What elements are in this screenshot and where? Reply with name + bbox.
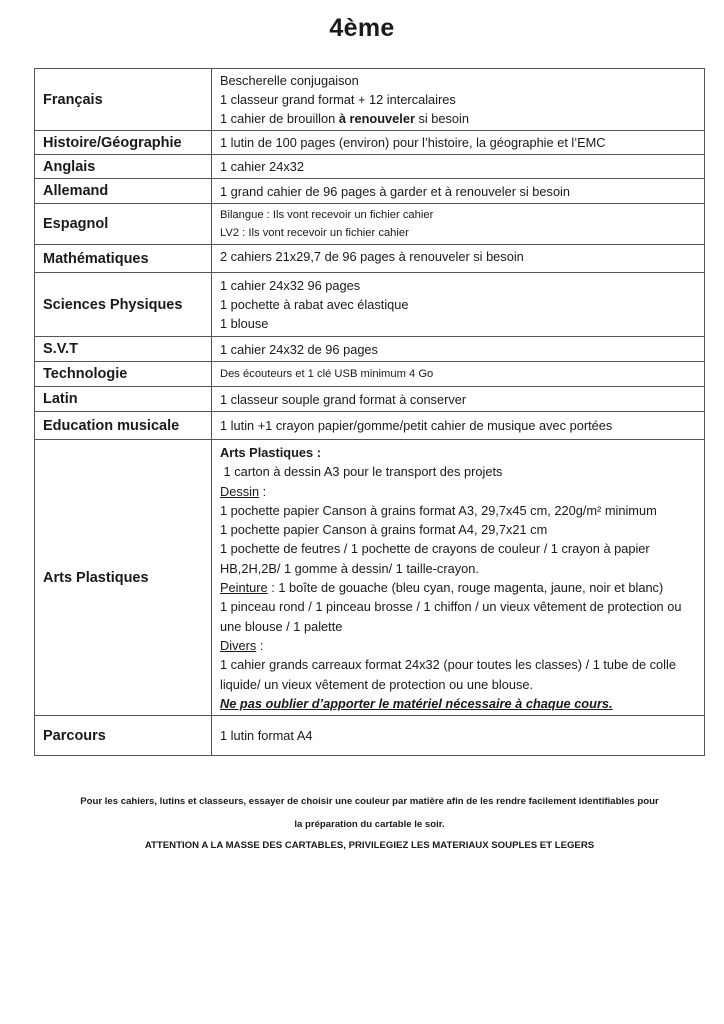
subject-items xyxy=(212,204,705,245)
subject-name: S.V.T xyxy=(35,337,212,362)
section-label-peinture xyxy=(220,578,696,597)
section-label: Dessin xyxy=(220,483,260,499)
subject-items xyxy=(212,337,705,362)
item-line: 1 lutin de 100 pages (environ) pour l’histoire, la géographie et l’EMC xyxy=(220,135,606,150)
item-line: 1 pochette papier Canson à grains format A3, 29,7x45 cm, 220g/m² minimum xyxy=(220,502,657,518)
section-label: Divers xyxy=(220,637,257,653)
table-row xyxy=(35,387,705,412)
subject-items xyxy=(212,716,705,756)
subject-items xyxy=(212,387,705,412)
subject-name: Parcours xyxy=(35,716,212,756)
item-line: 1 classeur grand format + 12 intercalaires xyxy=(220,92,456,107)
item-text: 1 cahier de brouillon xyxy=(220,111,339,126)
section-label-dessin xyxy=(220,482,696,501)
item-text: : 1 boîte de gouache (bleu cyan, rouge magenta, jaune, noir et blanc) xyxy=(267,580,664,596)
item-line: 1 pochette papier Canson à grains format A4, 29,7x21 cm xyxy=(220,522,548,538)
subject-items xyxy=(212,273,705,337)
item-line: 1 classeur souple grand format à conserver xyxy=(220,391,467,407)
table-row xyxy=(35,245,705,273)
arts-heading: Arts Plastiques : xyxy=(220,445,321,460)
table-row xyxy=(35,179,705,204)
subject-name: Espagnol xyxy=(35,204,212,245)
footer-advice-line1: Pour les cahiers, lutins et classeurs, essayer de choisir une couleur par matière afin de les rendre facilement identifiables pour xyxy=(80,796,659,807)
subject-name: Histoire/Géographie xyxy=(35,131,212,155)
subject-items xyxy=(212,179,705,204)
item-emphasis: à renouveler xyxy=(338,111,415,126)
item-line: 1 grand cahier de 96 pages à garder et à renouveler si besoin xyxy=(220,183,571,199)
table-row xyxy=(35,440,705,716)
section-colon: : xyxy=(259,483,267,499)
table-row xyxy=(35,69,705,131)
subject-items xyxy=(212,440,705,716)
item-line: Bescherelle conjugaison xyxy=(220,73,359,88)
item-line: 1 pochette à rabat avec élastique xyxy=(220,297,409,312)
table-row xyxy=(35,412,705,440)
section-label-divers xyxy=(220,636,696,655)
item-line: 1 lutin +1 crayon papier/gomme/petit cahier de musique avec portées xyxy=(220,418,613,433)
subject-name: Anglais xyxy=(35,155,212,179)
reminder-note: Ne pas oublier d’apporter le matériel nécessaire à chaque cours. xyxy=(220,695,613,711)
subject-name: Arts Plastiques xyxy=(35,440,212,716)
item-line: 1 lutin format A4 xyxy=(220,728,313,744)
subject-name: Mathématiques xyxy=(35,245,212,273)
subject-items xyxy=(212,245,705,273)
subject-items xyxy=(212,155,705,179)
item-line: 1 cahier 24x32 96 pages xyxy=(220,278,361,293)
supply-table xyxy=(34,68,705,756)
footer-warning: ATTENTION A LA MASSE DES CARTABLES, PRIVILEGIEZ LES MATERIAUX SOUPLES ET LEGERS xyxy=(144,840,595,851)
item-line: Des écouteurs et 1 clé USB minimum 4 Go xyxy=(220,368,434,380)
item-line: 1 cahier grands carreaux format 24x32 (pour toutes les classes) / 1 tube de colle liquide/ un vieux vêtement de protection ou une blouse. xyxy=(220,657,676,692)
item-line: 1 pinceau rond / 1 pinceau brosse / 1 chiffon / un vieux vêtement de protection ou une blouse / 1 palette xyxy=(220,599,682,634)
item-line: 1 blouse xyxy=(220,316,269,331)
item-line: 1 cahier 24x32 de 96 pages xyxy=(220,341,378,357)
table-row xyxy=(35,362,705,387)
item-line: 1 pochette de feutres / 1 pochette de crayons de couleur / 1 crayon à papier HB,2H,2B/ 1 gomme à dessin/ 1 taille-crayon. xyxy=(220,541,650,576)
table-row xyxy=(35,131,705,155)
table-row xyxy=(35,716,705,756)
subject-items xyxy=(212,412,705,440)
item-line: 2 cahiers 21x29,7 de 96 pages à renouveler si besoin xyxy=(220,249,524,264)
item-text: si besoin xyxy=(414,111,469,126)
subject-name: Education musicale xyxy=(35,412,212,440)
item-line: Bilangue : Ils vont recevoir un fichier cahier xyxy=(220,209,434,221)
table-row xyxy=(35,337,705,362)
table-row xyxy=(35,204,705,245)
item-line: 1 cahier 24x32 xyxy=(220,159,304,174)
section-label: Peinture xyxy=(220,580,268,596)
subject-name: Latin xyxy=(35,387,212,412)
subject-items xyxy=(212,69,705,131)
subject-name: Allemand xyxy=(35,179,212,204)
section-colon: : xyxy=(256,637,264,653)
page-title: 4ème xyxy=(329,14,395,42)
subject-name: Français xyxy=(35,69,212,131)
footer-advice-line2: la préparation du cartable le soir. xyxy=(294,819,445,830)
item-line: LV2 : Ils vont recevoir un fichier cahier xyxy=(220,227,409,239)
subject-items xyxy=(212,362,705,387)
table-row xyxy=(35,273,705,337)
item-line: 1 carton à dessin A3 pour le transport des projets xyxy=(220,464,503,480)
subject-name: Sciences Physiques xyxy=(35,273,212,337)
table-row xyxy=(35,155,705,179)
subject-items xyxy=(212,131,705,155)
item-line xyxy=(220,109,696,128)
subject-name: Technologie xyxy=(35,362,212,387)
